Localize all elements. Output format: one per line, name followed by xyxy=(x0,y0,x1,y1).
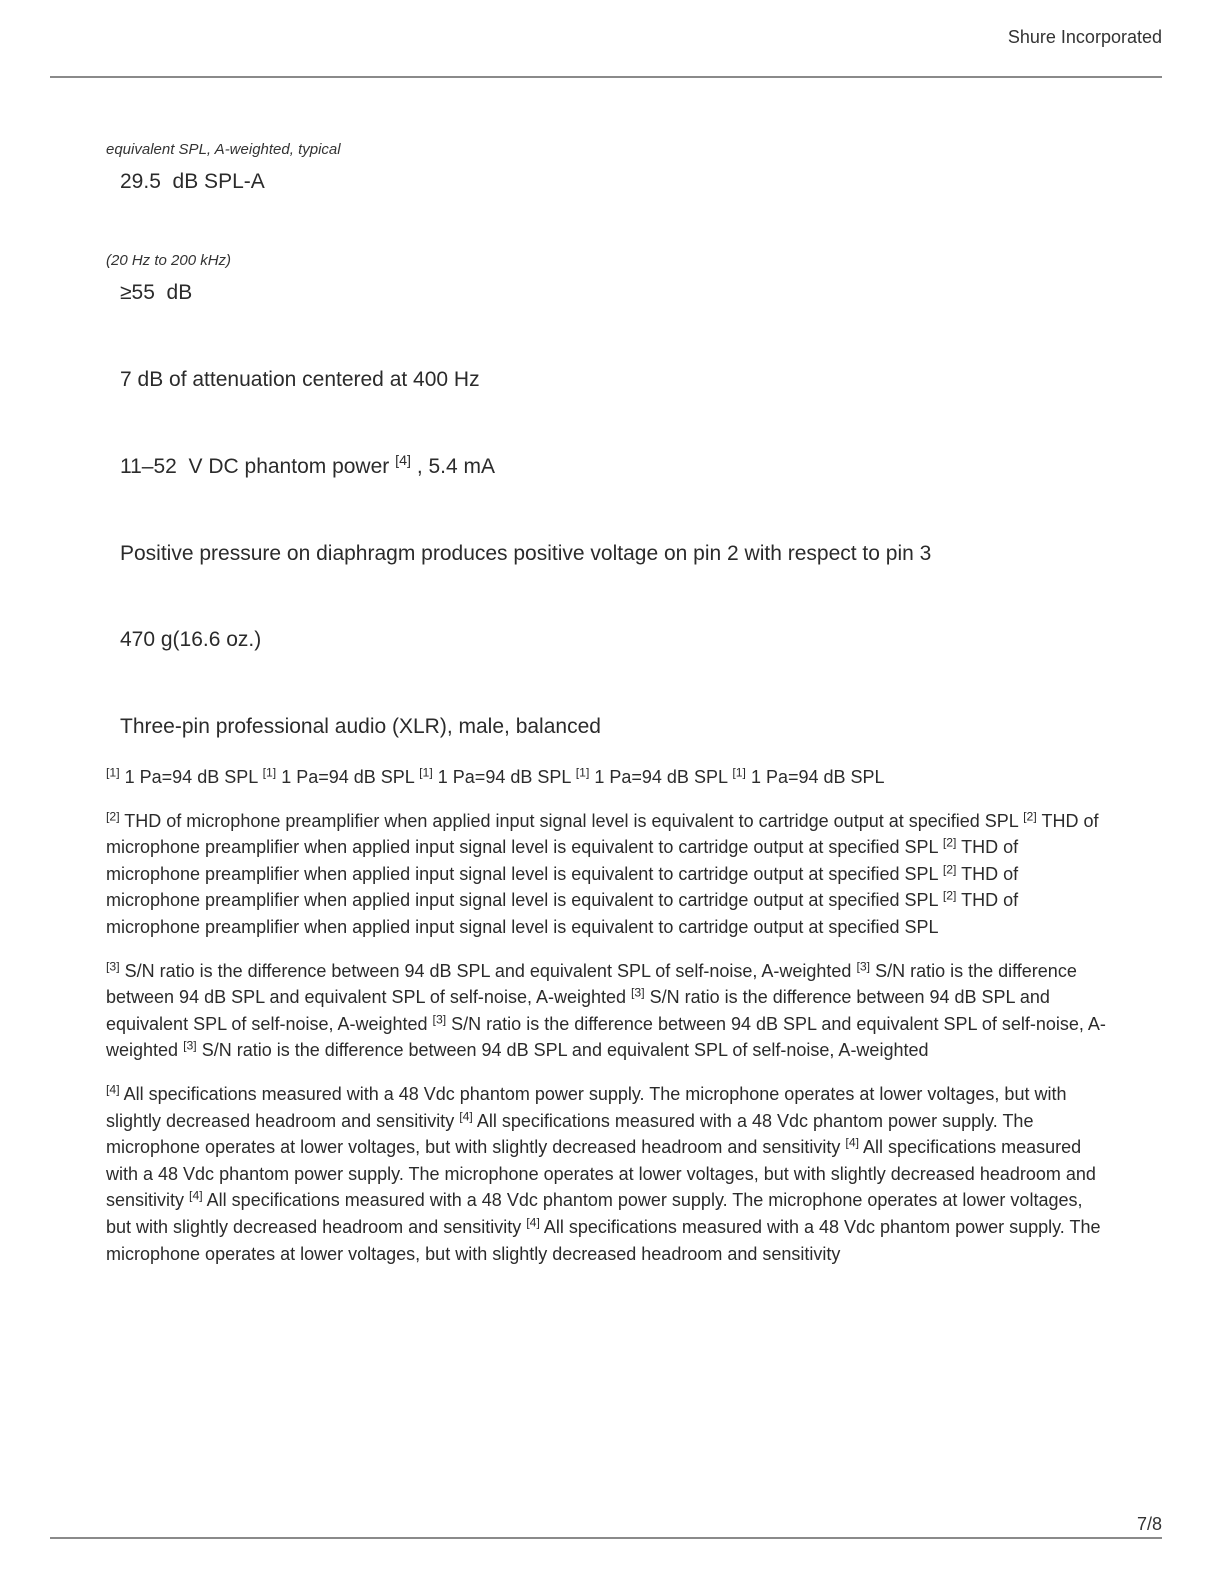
footnote-ref-marker: [3] xyxy=(183,1038,197,1053)
footnote-text: S/N ratio is the difference between 94 dB SPL and equivalent SPL of self-noise, A-weighted xyxy=(106,1013,1106,1061)
footnote-ref-marker: [4] xyxy=(189,1188,203,1203)
footnote-2 xyxy=(106,808,1106,941)
header-company-name: Shure Incorporated xyxy=(1007,27,1162,47)
footnote-ref-marker: [4] xyxy=(845,1135,860,1150)
footnote-text: All specifications measured with a 48 Vdc phantom power supply. The microphone operates at lower voltages, but with slightly decreased headroom and sensitivity xyxy=(106,1216,1101,1264)
footnote-ref-marker: [2] xyxy=(942,888,957,903)
footer-divider xyxy=(50,1537,1162,1539)
footnote-text: 1 Pa=94 dB SPL xyxy=(594,767,728,787)
footnote-text: THD of microphone preamplifier when applied input signal level is equivalent to cartridge output at specified SPL xyxy=(106,890,1019,937)
footnote-ref-marker: [2] xyxy=(942,862,957,877)
footnote-ref-marker: [2] xyxy=(106,808,120,823)
footnote-3 xyxy=(106,958,1106,1064)
power-text-after: , 5.4 mA xyxy=(410,455,496,478)
spec-value-polarity: Positive pressure on diaphragm produces positive voltage on pin 2 with respect to pin 3 xyxy=(120,542,932,565)
footnote-text: 1 Pa=94 dB SPL xyxy=(750,767,885,787)
footnote-text: 1 Pa=94 dB SPL xyxy=(437,767,571,787)
footnote-ref-4: [4] xyxy=(395,453,411,470)
footnote-ref-marker: [3] xyxy=(631,985,645,1000)
footnote-text: S/N ratio is the difference between 94 dB SPL and equivalent SPL of self-noise, A-weighted xyxy=(106,987,1050,1034)
footnote-ref-marker: [1] xyxy=(732,765,746,780)
footnotes-section xyxy=(106,764,1106,1284)
footnote-text: S/N ratio is the difference between 94 dB SPL and equivalent SPL of self-noise, A-weighted xyxy=(201,1040,929,1061)
spec-value-signal-to-noise: ≥55 dB xyxy=(120,281,193,304)
page-number: 7/8 xyxy=(1136,1514,1162,1534)
footnote-1 xyxy=(106,764,1106,791)
spec-value-power-requirements xyxy=(120,455,495,479)
footnote-text: THD of microphone preamplifier when applied input signal level is equivalent to cartridge output at specified SPL xyxy=(106,810,1099,858)
footnote-ref-marker: [1] xyxy=(419,765,433,780)
footnote-text: All specifications measured with a 48 Vdc phantom power supply. The microphone operates at lower voltages, but with slightly decreased headroom and sensitivity xyxy=(106,1190,1083,1237)
footnote-ref-marker: [2] xyxy=(1023,808,1037,823)
spec-value-weight: 470 g(16.6 oz.) xyxy=(120,628,262,651)
footnote-text: All specifications measured with a 48 Vdc phantom power supply. The microphone operates at lower voltages, but with slightly decreased headroom and sensitivity xyxy=(106,1083,1067,1131)
footnote-ref-marker: [4] xyxy=(106,1082,120,1097)
footnote-ref-marker: [3] xyxy=(432,1012,447,1027)
footnote-ref-marker: [3] xyxy=(106,958,120,973)
footnote-text: THD of microphone preamplifier when applied input signal level is equivalent to cartridge output at specified SPL xyxy=(106,837,1019,884)
footnote-text: All specifications measured with a 48 Vdc phantom power supply. The microphone operates at lower voltages, but with slightly decreased headroom and sensitivity xyxy=(106,1110,1034,1158)
footnote-4 xyxy=(106,1081,1106,1267)
footnote-ref-marker: [1] xyxy=(106,765,120,780)
spec-value-connector: Three-pin professional audio (XLR), male, balanced xyxy=(120,715,601,738)
spec-note-signal-to-noise: (20 Hz to 200 kHz) xyxy=(106,252,232,269)
footnote-ref-marker: [2] xyxy=(942,835,957,850)
footnote-text: All specifications measured with a 48 Vdc phantom power supply. The microphone operates at lower voltages, but with slightly decreased headroom and sensitivity xyxy=(106,1137,1096,1211)
footnote-ref-marker: [4] xyxy=(526,1215,540,1230)
spec-value-attenuation: 7 dB of attenuation centered at 400 Hz xyxy=(120,368,480,391)
footnote-text: S/N ratio is the difference between 94 dB SPL and equivalent SPL of self-noise, A-weighted xyxy=(124,960,852,981)
spec-value-self-noise: 29.5 dB SPL-A xyxy=(120,170,265,193)
header-divider xyxy=(50,76,1162,78)
footnote-text: 1 Pa=94 dB SPL xyxy=(281,767,415,787)
spec-note-self-noise: equivalent SPL, A-weighted, typical xyxy=(106,141,341,158)
footnote-ref-marker: [1] xyxy=(575,765,590,780)
footnote-ref-marker: [4] xyxy=(459,1108,473,1123)
power-text-before: 11–52 V DC phantom power xyxy=(120,455,396,478)
footnote-text: S/N ratio is the difference between 94 dB SPL and equivalent SPL of self-noise, A-weighted xyxy=(106,960,1077,1008)
footnote-ref-marker: [1] xyxy=(262,765,277,780)
footnote-ref-marker: [3] xyxy=(856,958,871,973)
footnote-text: 1 Pa=94 dB SPL xyxy=(124,767,258,787)
footnote-text: THD of microphone preamplifier when applied input signal level is equivalent to cartridge output at specified SPL xyxy=(124,810,1019,831)
footnote-text: THD of microphone preamplifier when applied input signal level is equivalent to cartridge output at specified SPL xyxy=(106,863,1019,911)
